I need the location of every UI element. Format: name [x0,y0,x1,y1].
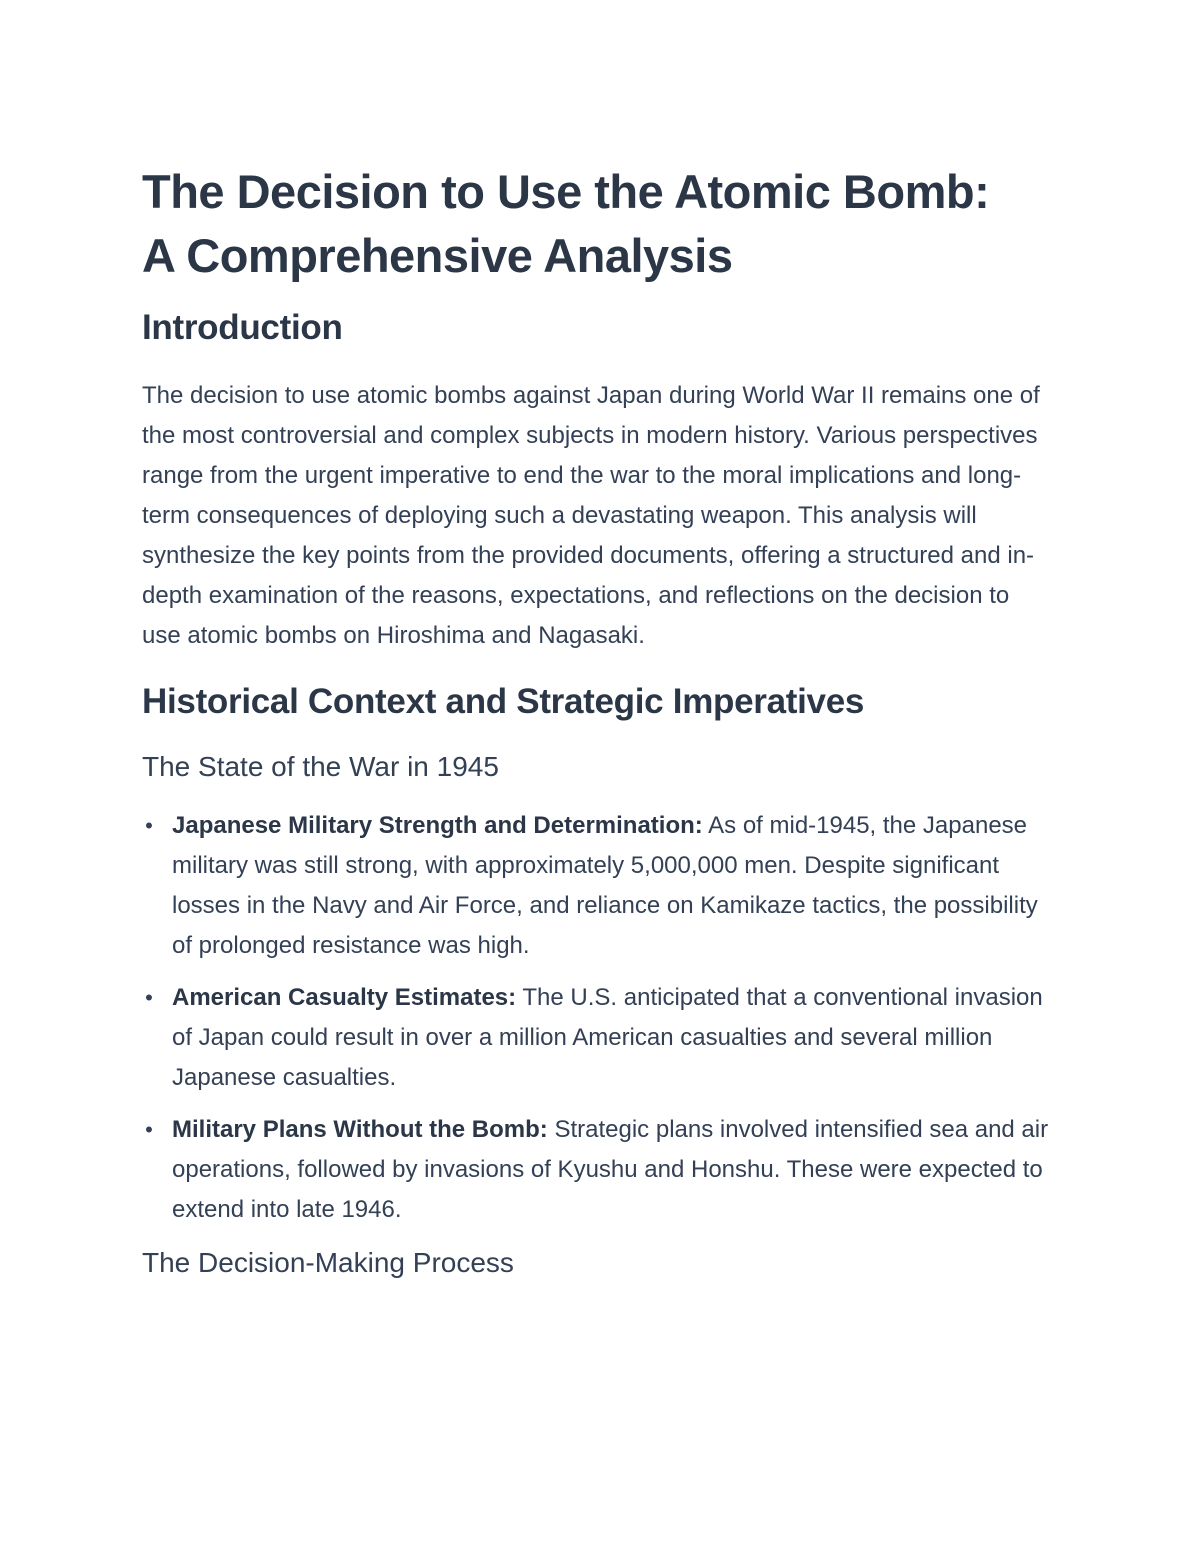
bullet-text: As of mid-1945, the Japanese military was still strong, with approximately 5,000,000 men. Despite significant losses in the Navy and Air Force, and reliance on Kamikaze tactics, the possibility of prolonged resistance was high. [172,812,1038,959]
label-separator: : [694,812,703,839]
document-page [142,160,1062,1282]
decision-making-heading: The Decision-Making Process [142,1247,514,1278]
context-bullet-list [142,806,1062,1230]
document-title [142,160,1062,288]
bullet-text: The U.S. anticipated that a conventional invasion of Japan could result in over a million American casualties and several million Japanese casualties. [172,984,1043,1091]
historical-context-heading: Historical Context and Strategic Imperatives [142,682,865,721]
bullet-icon: • [145,813,153,838]
bullet-label: Japanese Military Strength and Determination [172,812,695,839]
list-item [142,1110,1062,1230]
introduction-paragraph: The decision to use atomic bombs against Japan during World War II remains one of the most controversial and complex subjects in modern history. Various perspectives range from the urgent imperative to end the war to the moral implications and long-term consequences of deploying such a devastating weapon. This analysis will synthesize the key points from the provided documents, offering a structured and in-depth examination of the reasons, expectations, and reflections on the decision to use atomic bombs on Hiroshima and Nagasaki. [142,382,1040,649]
state-of-war-heading: The State of the War in 1945 [142,751,499,782]
label-separator: : [539,1116,548,1143]
bullet-label: Military Plans Without the Bomb [172,1116,540,1143]
title-line-2: A Comprehensive Analysis [142,229,733,282]
label-separator: : [508,984,517,1011]
bullet-text: Strategic plans involved intensified sea and air operations, followed by invasions of Kyushu and Honshu. These were expected to extend into late 1946. [172,1116,1049,1223]
bullet-icon: • [145,1117,153,1142]
list-item [142,806,1062,966]
title-line-1: The Decision to Use the Atomic Bomb: [142,165,990,218]
introduction-heading: Introduction [142,308,343,347]
bullet-icon: • [145,985,153,1010]
bullet-label: American Casualty Estimates [172,984,509,1011]
list-item [142,978,1062,1098]
